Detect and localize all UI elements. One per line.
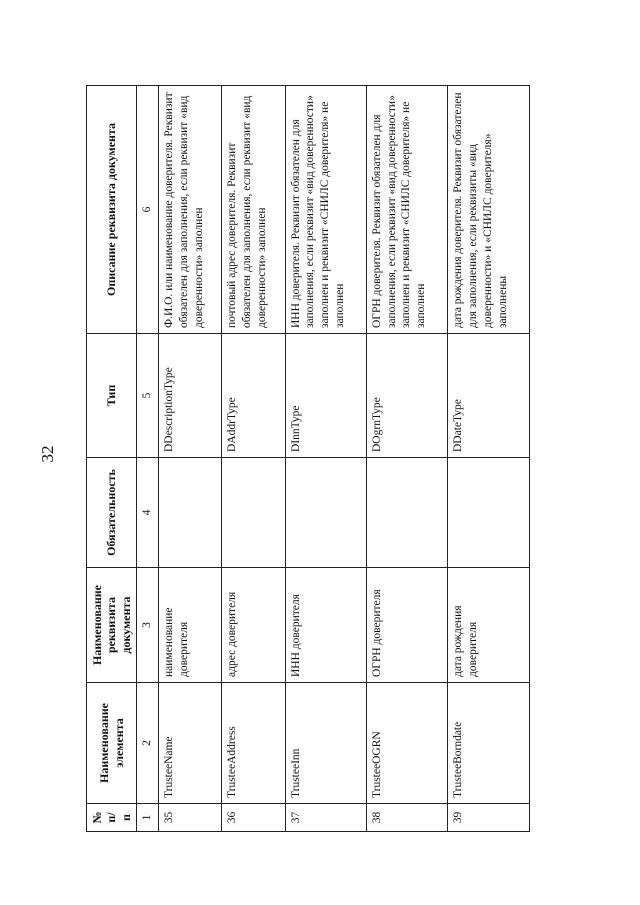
header-requisite-name: Наименование реквизита документа — [87, 568, 137, 683]
table-row — [222, 86, 285, 832]
required-cell — [367, 458, 448, 568]
type-cell: DDescriptionType — [159, 334, 222, 458]
column-number: 3 — [137, 568, 159, 683]
page-number: 32 — [38, 445, 57, 463]
element-name: TrusteeOGRN — [367, 683, 448, 804]
element-name: TrusteeBorndate — [448, 683, 530, 804]
table-row — [285, 86, 366, 832]
table-row — [448, 86, 530, 832]
element-name: TrusteeName — [159, 683, 222, 804]
column-number: 2 — [137, 683, 159, 804]
requisite-name: дата рождения доверителя — [448, 568, 530, 683]
header-num: № п/п — [87, 804, 137, 832]
type-cell: DOgrnType — [367, 334, 448, 458]
row-number: 38 — [367, 804, 448, 832]
required-cell — [448, 458, 530, 568]
description-cell: ОГРН доверителя. Реквизит обязателен для заполнения, если реквизит «вид доверенности» заполнен и реквизит «СНИЛС доверителя» не заполнен — [367, 86, 448, 334]
column-numbers-row — [137, 86, 159, 832]
type-cell: DDateType — [448, 334, 530, 458]
row-number: 37 — [285, 804, 366, 832]
header-row — [87, 86, 137, 832]
element-name: TrusteeAddress — [222, 683, 285, 804]
element-name: TrusteeInn — [285, 683, 366, 804]
required-cell — [159, 458, 222, 568]
column-number: 4 — [137, 458, 159, 568]
table-row — [159, 86, 222, 832]
requisites-table — [86, 85, 530, 832]
column-number: 1 — [137, 804, 159, 832]
required-cell — [285, 458, 366, 568]
description-cell: почтовый адрес доверителя. Реквизит обязателен для заполнения, если реквизит «вид доверенности» заполнен — [222, 86, 285, 334]
description-cell: дата рождения доверителя. Реквизит обязателен для заполнения, если реквизиты «вид доверенности» и «СНИЛС доверителя» заполнены — [448, 86, 530, 334]
row-number: 39 — [448, 804, 530, 832]
header-type: Тип — [87, 334, 137, 458]
description-cell: Ф.И.О. или наименование доверителя. Реквизит обязателен для заполнения, если реквизит «вид доверенности» заполнен — [159, 86, 222, 334]
requisite-name: ОГРН доверителя — [367, 568, 448, 683]
type-cell: DInnType — [285, 334, 366, 458]
requisite-name: ИНН доверителя — [285, 568, 366, 683]
header-description: Описание реквизита документа — [87, 86, 137, 334]
requisite-name: наименование доверителя — [159, 568, 222, 683]
rotated-table-container — [86, 86, 530, 832]
header-element: Наименование элемента — [87, 683, 137, 804]
column-number: 5 — [137, 334, 159, 458]
table-row — [367, 86, 448, 832]
requisite-name: адрес доверителя — [222, 568, 285, 683]
required-cell — [222, 458, 285, 568]
description-cell: ИНН доверителя. Реквизит обязателен для заполнения, если реквизит «вид доверенности» заполнен и реквизит «СНИЛС доверителя» не заполнен — [285, 86, 366, 334]
row-number: 36 — [222, 804, 285, 832]
type-cell: DAddrType — [222, 334, 285, 458]
column-number: 6 — [137, 86, 159, 334]
row-number: 35 — [159, 804, 222, 832]
header-required: Обязательность — [87, 458, 137, 568]
